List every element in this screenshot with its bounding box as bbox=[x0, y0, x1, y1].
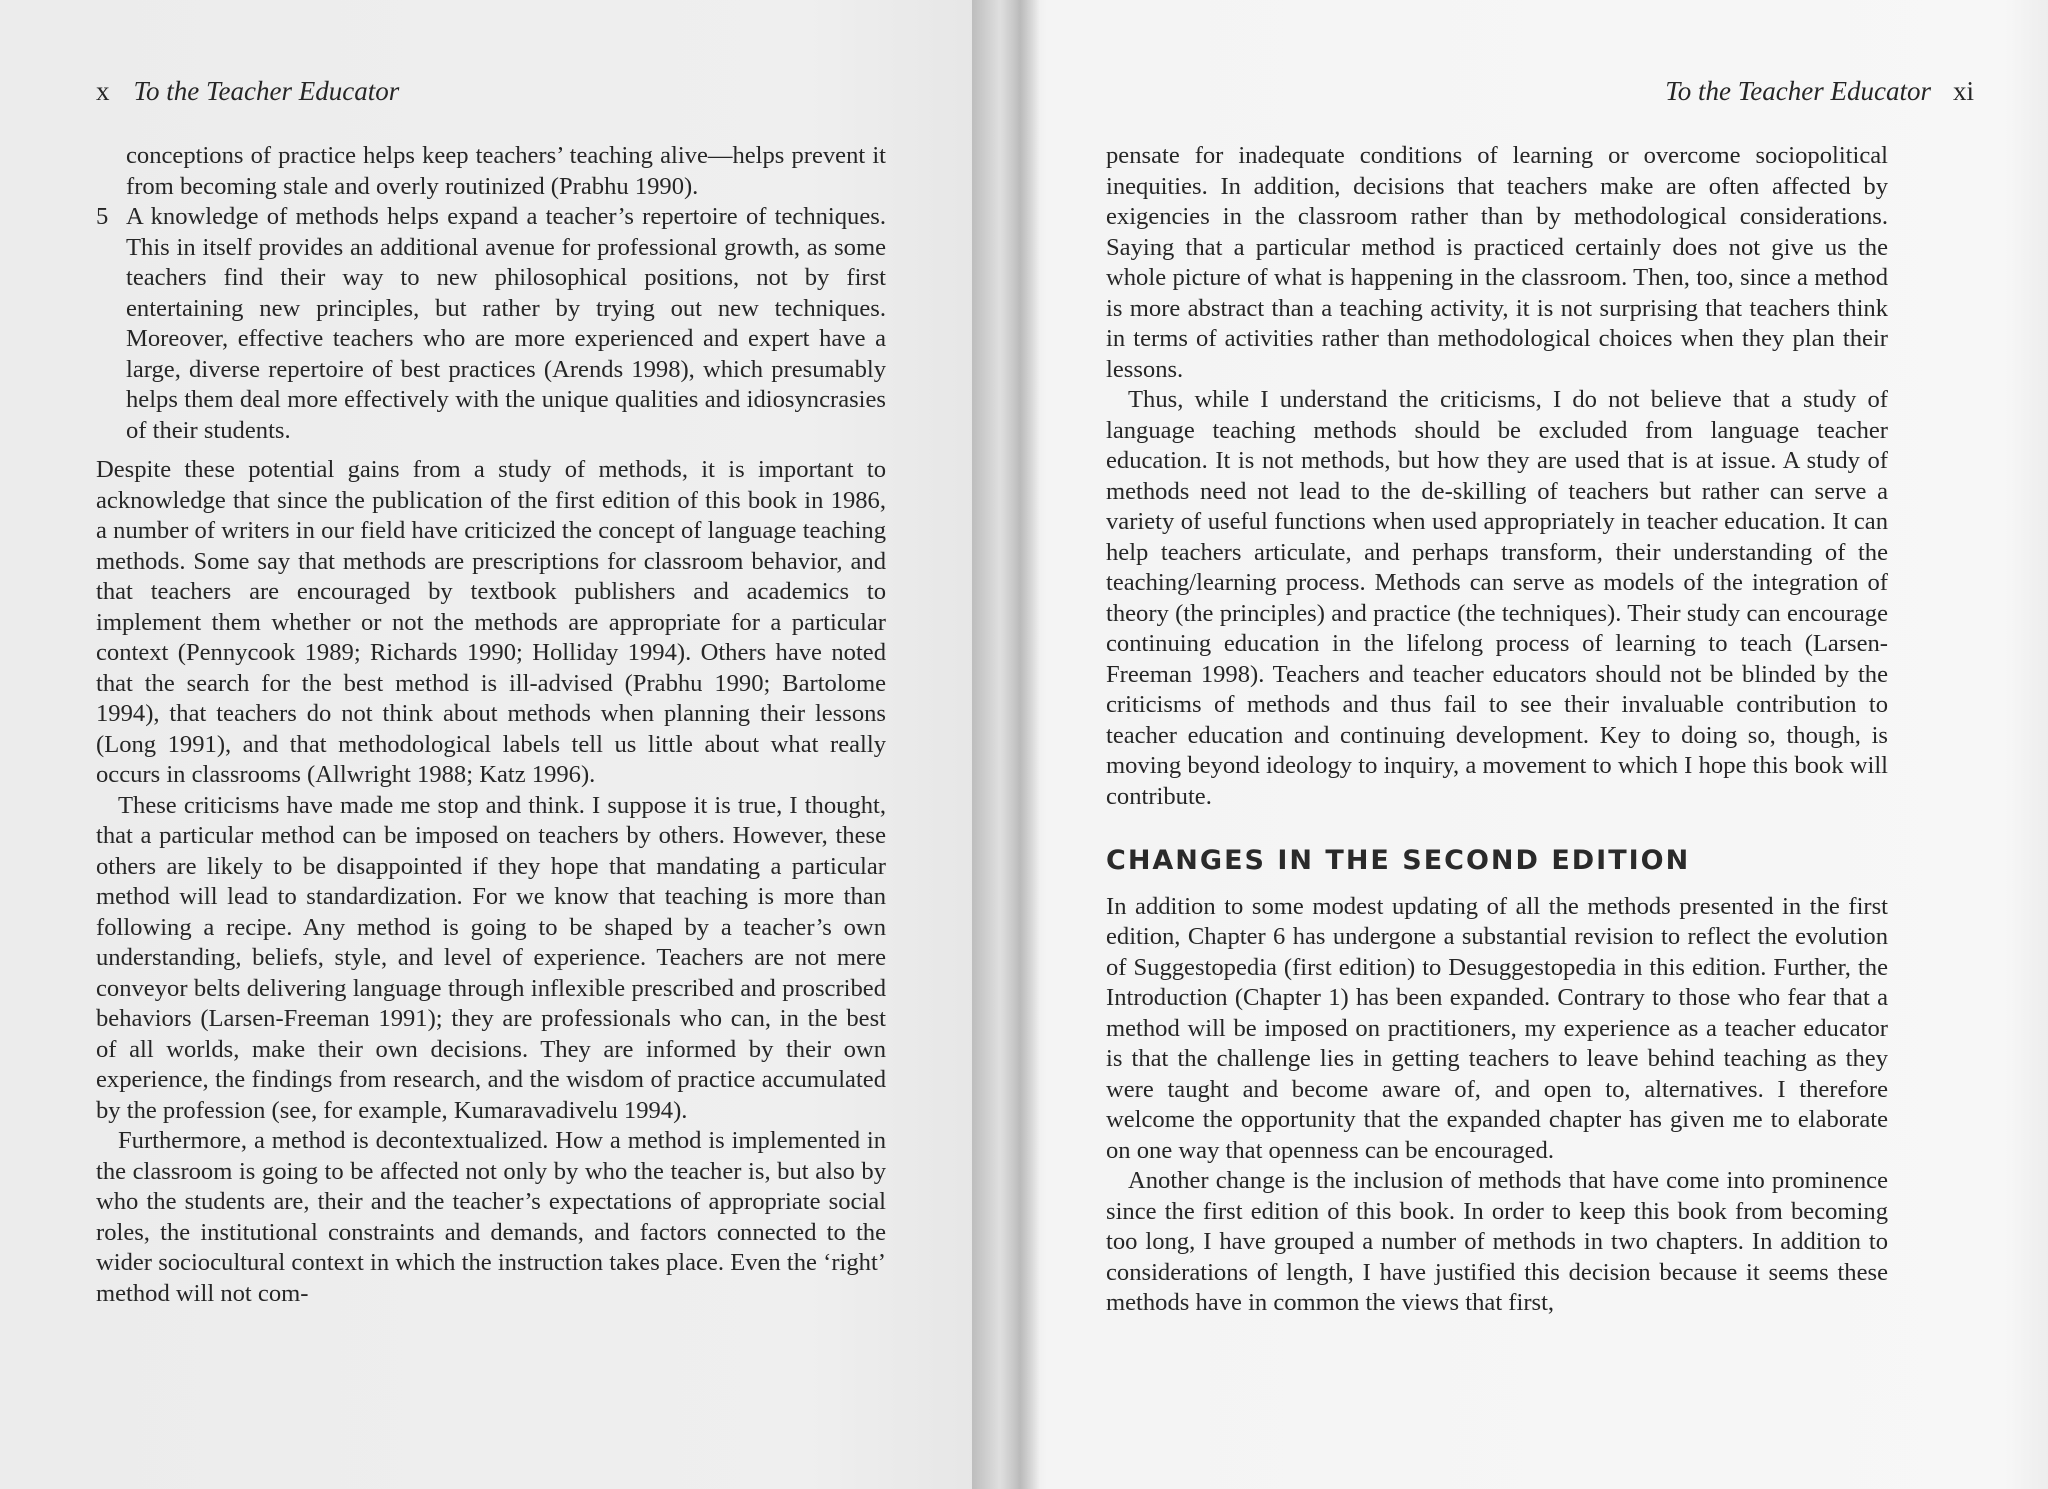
paragraph: Another change is the inclusion of methods that have come into prominence since the first edition of this book. In order to keep this book from becoming too long, I have grouped a number of methods in two chapters. In addition to considerations of length, I have justified this decision because it seems these methods have in common the views that first, bbox=[1106, 1167, 1888, 1316]
running-head-left bbox=[96, 76, 399, 107]
section-heading: CHANGES IN THE SECOND EDITION bbox=[1106, 845, 1691, 876]
paragraph: In addition to some modest updating of all the methods presented in the first edition, Chapter 6 has undergone a substantial revision to reflect the evolution of Suggestopedia (first edition) to Desuggestopedia in this edition. Further, the Introduction (Chapter 1) has been expanded. Contrary to those who fear that a method will be imposed on practitioners, my experience as a teacher educator is that the challenge lies in getting teachers to leave behind teaching as they were taught and become aware of, and open to, alternatives. I therefore welcome the opportunity that the expanded chapter has given me to elaborate on one way that openness can be encouraged. bbox=[1106, 892, 1888, 1164]
list-item-5 bbox=[96, 202, 886, 446]
paragraph: pensate for inadequate conditions of learning or overcome sociopolitical inequities. In addition, decisions that teachers make are often affected by exigencies in the classroom rather than by methodological considerations. Saying that a particular method is practiced certainly does not give us the whole picture of what is happening in the classroom. Then, too, since a method is more abstract than a teaching activity, it is not surprising that teachers think in terms of activities rather than methodological choices when they plan their lessons. bbox=[1106, 142, 1888, 383]
running-title-left: To the Teacher Educator bbox=[133, 76, 400, 106]
paragraph: conceptions of practice helps keep teachers’ teaching alive—helps prevent it from becoming stale and overly routinized (Prabhu 1990). bbox=[126, 142, 886, 200]
paragraph: Despite these potential gains from a study of methods, it is important to acknowledge that since the publication of the first edition of this book in 1986, a number of writers in our field have criticized the concept of language teaching methods. Some say that methods are prescriptions for classroom behavior, and that teachers are encouraged by textbook publishers and academics to implement them whether or not the methods are appropriate for a particular context (Pennycook 1989; Richards 1990; Holliday 1994). Others have noted that the search for the best method is ill-advised (Prabhu 1990; Bartolome 1994), that teachers do not think about methods when planning their lessons (Long 1991), and that methodological labels tell us little about what really occurs in classrooms (Allwright 1988; Katz 1996). bbox=[96, 456, 886, 788]
book-gutter-shadow bbox=[1000, 0, 1040, 1489]
list-item-text: A knowledge of methods helps expand a teacher’s repertoire of techniques. This in itself provides an additional avenue for professional growth, as some teachers find their way to new philosophical positions, not by first entertaining new principles, but rather by trying out new techniques. Moreover, effective teachers who are more experienced and expert have a large, diverse repertoire of best practices (Arends 1998), which presumably helps them deal more effectively with the unique qualities and idiosyncrasies of their students. bbox=[126, 203, 886, 444]
running-head-right bbox=[1665, 76, 1974, 107]
right-column bbox=[1106, 141, 1888, 1319]
page-number-left: x bbox=[96, 76, 110, 106]
paragraph: These criticisms have made me stop and think. I suppose it is true, I thought, that a particular method can be imposed on teachers by others. However, these others are likely to be disappointed if they hope that mandating a particular method will lead to standardization. For we know that teaching is more than following a recipe. Any method is going to be shaped by a teacher’s own understanding, beliefs, style, and level of experience. Teachers are not mere conveyor belts delivering language through inflexible prescribed and proscribed behaviors (Larsen-Freeman 1991); they are professionals who can, in the best of all worlds, make their own decisions. They are informed by their own experience, the findings from research, and the wisdom of practice accumulated by the profession (see, for example, Kumaravadivelu 1994). bbox=[96, 791, 886, 1124]
paragraph: Furthermore, a method is decontextualized. How a method is implemented in the classroom is going to be affected not only by who the teacher is, but also by who the students are, their and the teacher’s expectations of appropriate social roles, the institutional constraints and demands, and factors connected to the wider sociocultural context in which the instruction takes place. Even the ‘right’ method will not com- bbox=[96, 1127, 886, 1307]
right-page bbox=[972, 0, 2048, 1489]
list-number: 5 bbox=[96, 203, 109, 230]
left-column bbox=[96, 141, 886, 1309]
running-title-right: To the Teacher Educator bbox=[1665, 76, 1931, 106]
page-number-right: xi bbox=[1952, 76, 1974, 106]
paragraph: Thus, while I understand the criticisms, I do not believe that a study of language teaching methods should be excluded from language teacher education. It is not methods, but how they are used that is at issue. A study of methods need not lead to the de-skilling of teachers but rather can serve a variety of useful functions when used appropriately in teacher education. It can help teachers articulate, and perhaps transform, their understanding of the teaching/learning process. Methods can serve as models of the integration of theory (the principles) and practice (the techniques). Their study can encourage continuing education in the lifelong process of learning to teach (Larsen-Freeman 1998). Teachers and teacher educators should not be blinded by the criticisms of methods and thus fail to see their invaluable contribution to teacher education and continuing development. Key to doing so, though, is moving beyond ideology to inquiry, a movement to which I hope this book will contribute. bbox=[1106, 386, 1888, 810]
left-page bbox=[0, 0, 1012, 1489]
